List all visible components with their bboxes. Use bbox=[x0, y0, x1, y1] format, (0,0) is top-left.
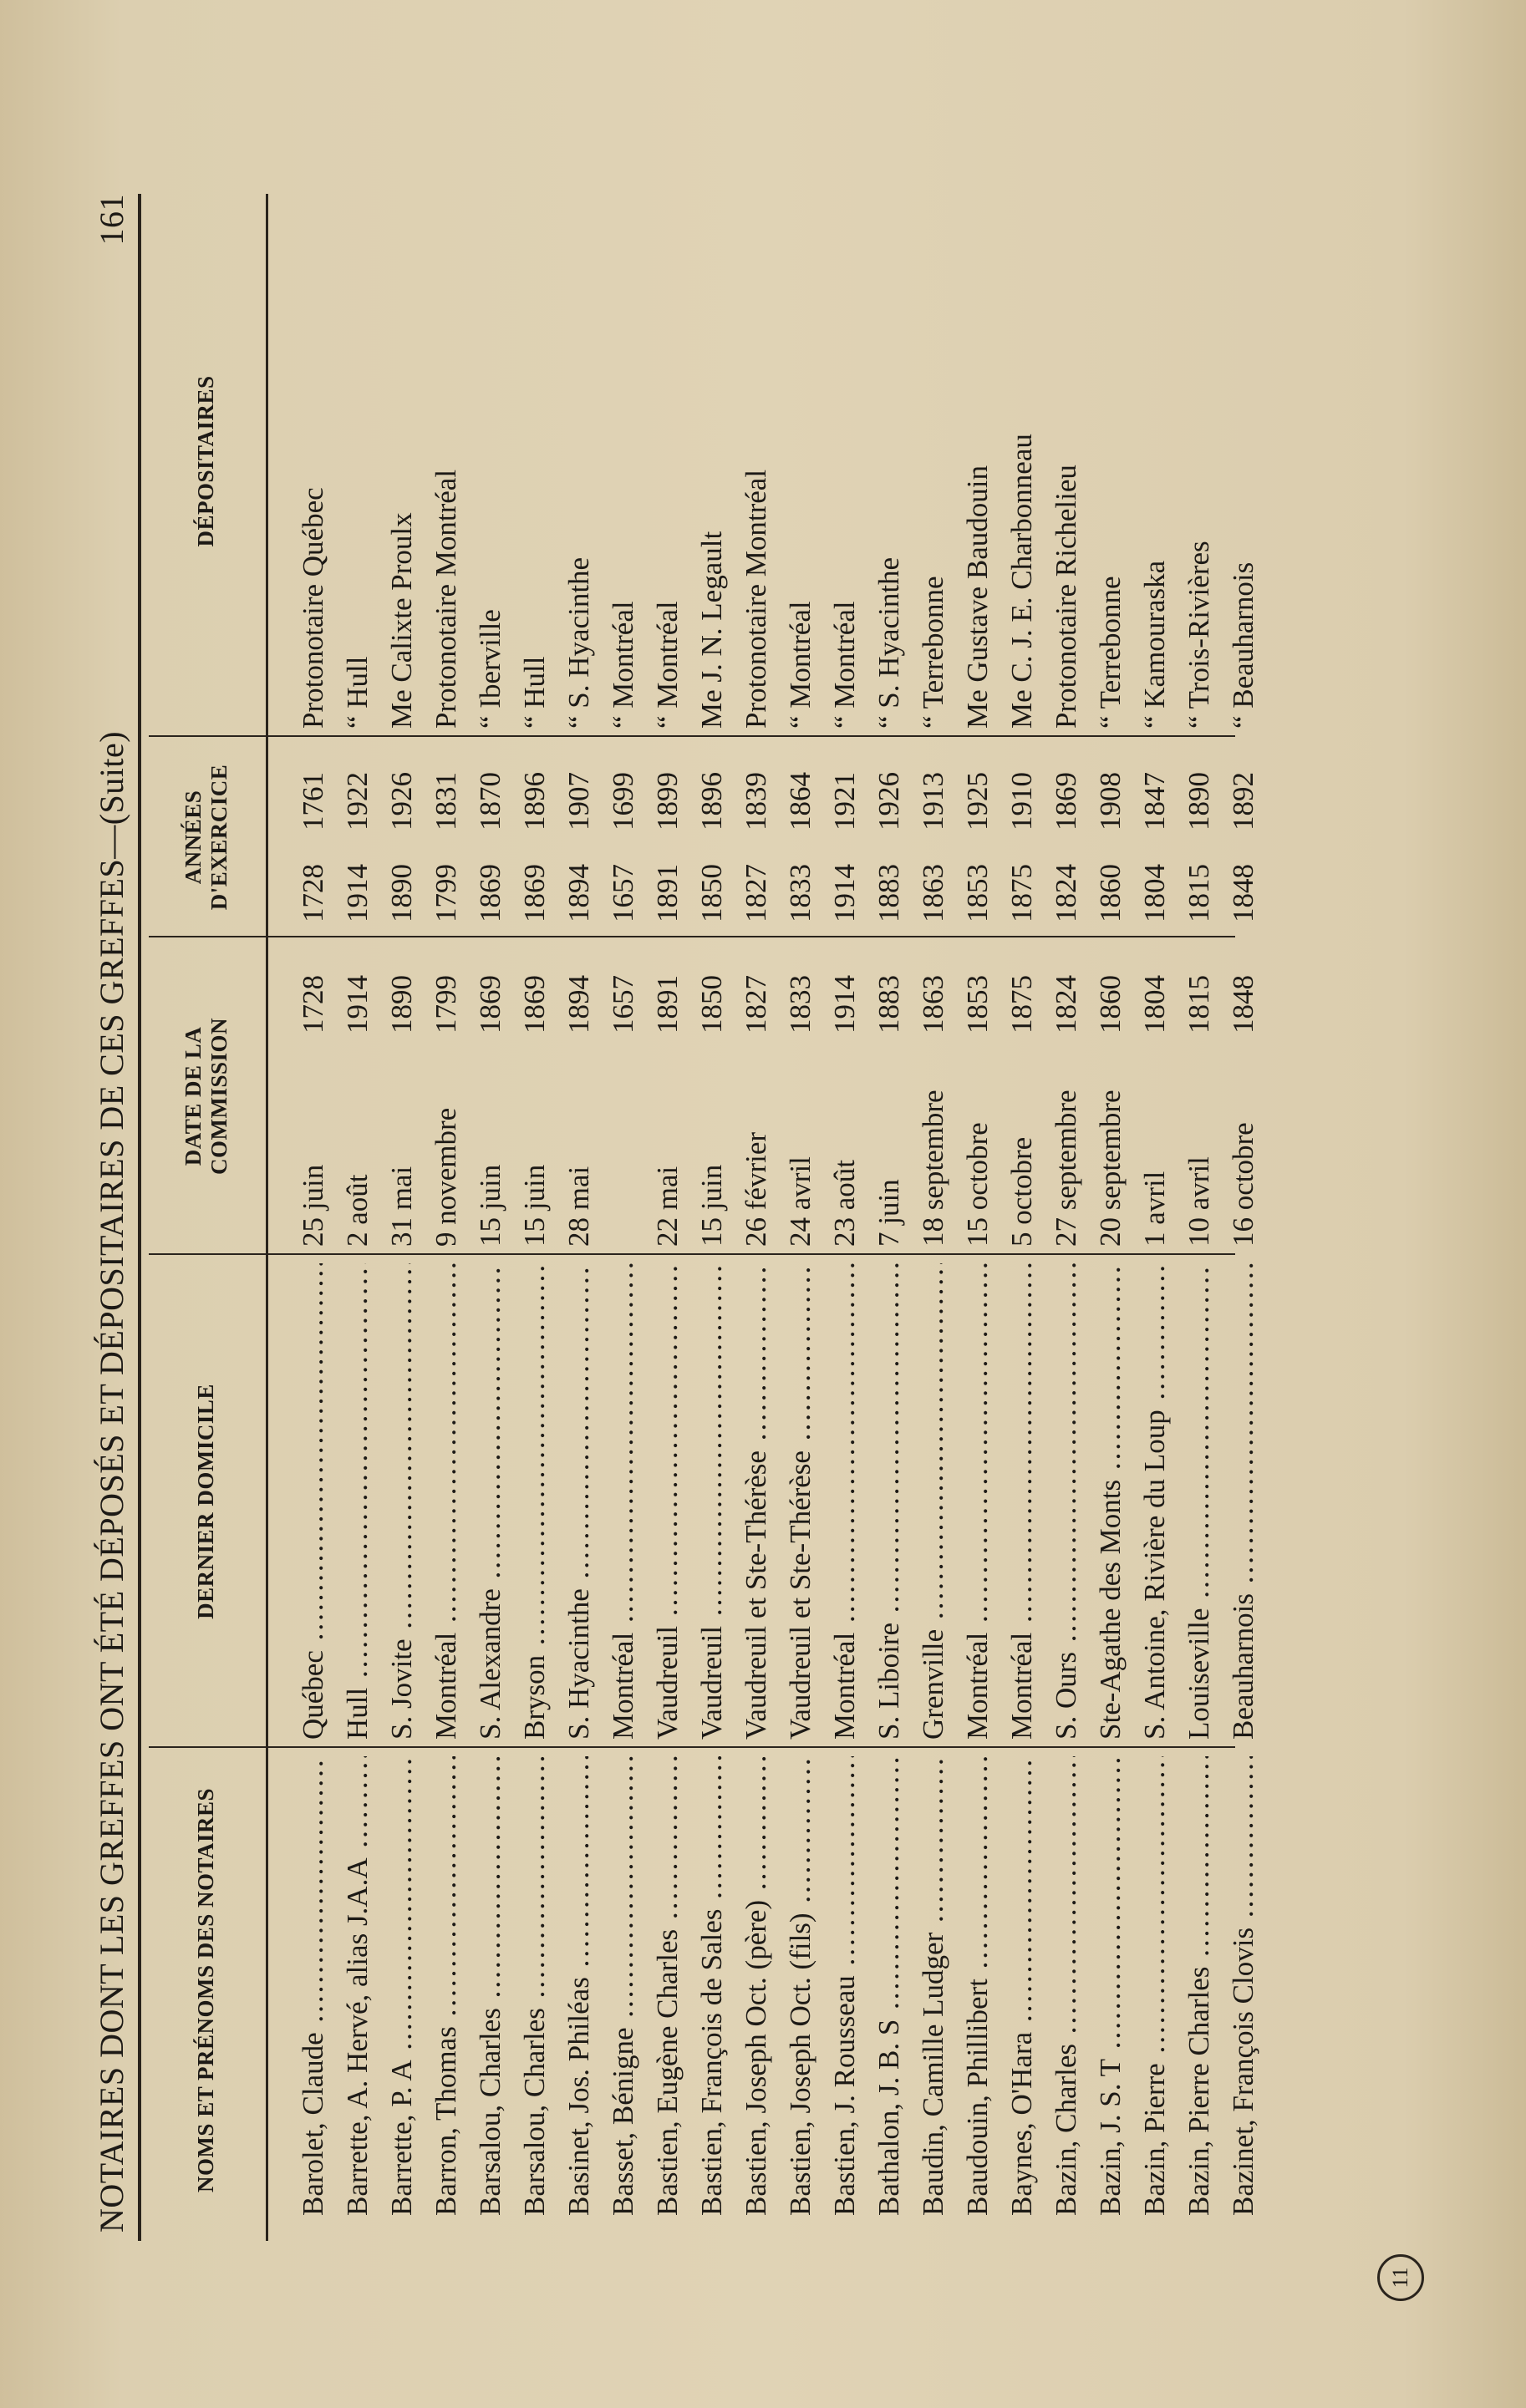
last-domicile: Montréal ..... bbox=[1000, 1263, 1044, 1740]
last-domicile: Québec ..... bbox=[291, 1263, 335, 1740]
commission-year: 1657 bbox=[607, 975, 639, 1034]
commission-day: 10 avril bbox=[1183, 1156, 1215, 1247]
exercise-start-year: 1891 bbox=[651, 864, 684, 922]
notary-name: Barron, Thomas ..... bbox=[424, 1756, 468, 2216]
commission-year: 1848 bbox=[1227, 975, 1259, 1034]
commission-day: 7 juin bbox=[872, 1179, 905, 1247]
depositary: “ Montréal bbox=[607, 601, 639, 729]
commission-year: 1891 bbox=[651, 975, 684, 1034]
depositary: “ Terrebonne bbox=[917, 576, 949, 729]
notary-name: Bathalon, J. B. S ..... bbox=[867, 1756, 911, 2216]
notary-name: Barsalou, Charles ..... bbox=[468, 1756, 512, 2216]
exercise-start-year: 1890 bbox=[385, 864, 418, 922]
table-row bbox=[1221, 194, 1265, 2241]
commission-year: 1863 bbox=[917, 975, 949, 1034]
exercise-end-year: 1847 bbox=[1138, 772, 1171, 831]
last-domicile: S. Hyacinthe ..... bbox=[557, 1263, 601, 1740]
commission-day: 15 juin bbox=[695, 1164, 728, 1247]
table-row bbox=[512, 194, 557, 2241]
commission-year: 1804 bbox=[1138, 975, 1171, 1034]
exercise-end-year: 1839 bbox=[740, 772, 772, 831]
commission-day: 15 juin bbox=[474, 1164, 506, 1247]
last-domicile: Vaudreuil ..... bbox=[689, 1263, 734, 1740]
notary-name: Baudouin, Phillibert ..... bbox=[955, 1756, 1000, 2216]
commission-day: 18 septembre bbox=[917, 1090, 949, 1247]
exercise-end-year: 1890 bbox=[1183, 772, 1215, 831]
commission-day: 23 août bbox=[828, 1159, 861, 1247]
exercise-start-year: 1833 bbox=[784, 864, 816, 922]
commission-year: 1875 bbox=[1005, 975, 1038, 1034]
exercise-end-year: 1699 bbox=[607, 772, 639, 831]
table-row bbox=[822, 194, 867, 2241]
table-row bbox=[645, 194, 689, 2241]
exercise-start-year: 1894 bbox=[562, 864, 595, 922]
commission-year: 1833 bbox=[784, 975, 816, 1034]
commission-day: 15 juin bbox=[518, 1164, 551, 1247]
table-row bbox=[689, 194, 734, 2241]
table-row bbox=[867, 194, 911, 2241]
last-domicile: Bryson ..... bbox=[512, 1263, 557, 1740]
table-row bbox=[1132, 194, 1177, 2241]
depositary: Me Gustave Baudouin bbox=[961, 465, 994, 729]
notary-name: Bastien, François de Sales ..... bbox=[689, 1756, 734, 2216]
commission-year: 1860 bbox=[1094, 975, 1127, 1034]
exercise-start-year: 1853 bbox=[961, 864, 994, 922]
notary-name: Bazin, Pierre Charles ..... bbox=[1177, 1756, 1221, 2216]
exercise-end-year: 1926 bbox=[385, 772, 418, 831]
table-row bbox=[1000, 194, 1044, 2241]
commission-year: 1883 bbox=[872, 975, 905, 1034]
commission-year: 1815 bbox=[1183, 975, 1215, 1034]
exercise-end-year: 1869 bbox=[1050, 772, 1082, 831]
last-domicile: Beauharnois ..... bbox=[1221, 1263, 1265, 1740]
last-domicile: S. Liboire ..... bbox=[867, 1263, 911, 1740]
last-domicile: Grenville ..... bbox=[911, 1263, 955, 1740]
notary-name: Barrette, A. Hervé, alias J.A.A ..... bbox=[335, 1756, 379, 2216]
commission-year: 1914 bbox=[341, 975, 374, 1034]
last-domicile: Vaudreuil ..... bbox=[645, 1263, 689, 1740]
table-row bbox=[424, 194, 468, 2241]
commission-day: 31 mai bbox=[385, 1166, 418, 1247]
exercise-end-year: 1870 bbox=[474, 772, 506, 831]
commission-day: 27 septembre bbox=[1050, 1090, 1082, 1247]
depositary: Protonotaire Richelieu bbox=[1050, 465, 1082, 729]
exercise-start-year: 1824 bbox=[1050, 864, 1082, 922]
depositary: “ Hull bbox=[518, 656, 551, 729]
table-row bbox=[291, 194, 335, 2241]
exercise-end-year: 1907 bbox=[562, 772, 595, 831]
last-domicile: Vaudreuil et Ste-Thérèse ..... bbox=[734, 1263, 778, 1740]
commission-day: 28 mai bbox=[562, 1166, 595, 1247]
last-domicile: Montréal ..... bbox=[822, 1263, 867, 1740]
exercise-end-year: 1908 bbox=[1094, 772, 1127, 831]
last-domicile: S. Jovite ..... bbox=[379, 1263, 424, 1740]
commission-day: 22 mai bbox=[651, 1166, 684, 1247]
notary-name: Bazin, J. S. T ..... bbox=[1088, 1756, 1132, 2216]
table-row bbox=[468, 194, 512, 2241]
commission-year: 1914 bbox=[828, 975, 861, 1034]
notary-name: Barrette, P. A ..... bbox=[379, 1756, 424, 2216]
table-row bbox=[1177, 194, 1221, 2241]
commission-day: 26 février bbox=[740, 1131, 772, 1247]
commission-year: 1890 bbox=[385, 975, 418, 1034]
commission-day: 1 avril bbox=[1138, 1171, 1171, 1247]
notary-name: Baudin, Camille Ludger ..... bbox=[911, 1756, 955, 2216]
table-row bbox=[335, 194, 379, 2241]
depositary: “ Montréal bbox=[784, 601, 816, 729]
commission-day: 25 juin bbox=[297, 1164, 329, 1247]
depositary: “ Beauharnois bbox=[1227, 561, 1259, 729]
depositary: “ Hull bbox=[341, 656, 374, 729]
exercise-start-year: 1804 bbox=[1138, 864, 1171, 922]
notary-name: Basinet, Jos. Philéas ..... bbox=[557, 1756, 601, 2216]
table-row bbox=[911, 194, 955, 2241]
depositary: “ S. Hyacinthe bbox=[872, 556, 905, 729]
exercise-start-year: 1869 bbox=[474, 864, 506, 922]
exercise-end-year: 1892 bbox=[1227, 772, 1259, 831]
commission-year: 1824 bbox=[1050, 975, 1082, 1034]
page-title: NOTAIRES DONT LES GREFFES ONT ÉTÉ DÉPOSÉS ET DÉPOSITAIRES DE CES GREFFES—(Suite) bbox=[93, 730, 130, 2233]
last-domicile: S. Alexandre ..... bbox=[468, 1263, 512, 1740]
commission-day: 5 octobre bbox=[1005, 1136, 1038, 1247]
header-domicile: DERNIER DOMICILE bbox=[193, 1384, 219, 1619]
table-row bbox=[379, 194, 424, 2241]
last-domicile: Ste-Agathe des Monts ..... bbox=[1088, 1263, 1132, 1740]
table-row bbox=[955, 194, 1000, 2241]
notary-name: Bastien, Joseph Oct. (fils) ..... bbox=[778, 1756, 822, 2216]
depositary: Protonotaire Québec bbox=[297, 487, 329, 729]
commission-day: 24 avril bbox=[784, 1156, 816, 1247]
notary-name: Bastien, Joseph Oct. (père) ..... bbox=[734, 1756, 778, 2216]
notary-name: Barsalou, Charles ..... bbox=[512, 1756, 557, 2216]
commission-year: 1728 bbox=[297, 975, 329, 1034]
exercise-start-year: 1914 bbox=[828, 864, 861, 922]
exercise-end-year: 1896 bbox=[695, 772, 728, 831]
exercise-start-year: 1657 bbox=[607, 864, 639, 922]
depositary: “ Montréal bbox=[651, 601, 684, 729]
notary-name: Bazinet, François Clovis ..... bbox=[1221, 1756, 1265, 2216]
depositary: “ Terrebonne bbox=[1094, 576, 1127, 729]
exercise-end-year: 1864 bbox=[784, 772, 816, 831]
table-row bbox=[778, 194, 822, 2241]
exercise-start-year: 1883 bbox=[872, 864, 905, 922]
header-name: NOMS ET PRÉNOMS DES NOTAIRES bbox=[193, 1787, 219, 2193]
folio-mark: 11 bbox=[1377, 2254, 1424, 2301]
exercise-start-year: 1799 bbox=[430, 864, 462, 922]
exercise-start-year: 1815 bbox=[1183, 864, 1215, 922]
exercise-start-year: 1848 bbox=[1227, 864, 1259, 922]
commission-day: 15 octobre bbox=[961, 1122, 994, 1247]
commission-year: 1850 bbox=[695, 975, 728, 1034]
page-header bbox=[92, 194, 131, 2233]
commission-year: 1869 bbox=[474, 975, 506, 1034]
table-row bbox=[1044, 194, 1088, 2241]
notary-name: Bastien, J. Rousseau ..... bbox=[822, 1756, 867, 2216]
notary-name: Bazin, Charles ..... bbox=[1044, 1756, 1088, 2216]
last-domicile: Hull ..... bbox=[335, 1263, 379, 1740]
commission-day: 20 septembre bbox=[1094, 1090, 1127, 1247]
commission-year: 1869 bbox=[518, 975, 551, 1034]
depositary: Me C. J. E. Charbonneau bbox=[1005, 434, 1038, 729]
commission-day: 9 novembre bbox=[430, 1107, 462, 1247]
exercise-start-year: 1728 bbox=[297, 864, 329, 922]
commission-day: 2 août bbox=[341, 1174, 374, 1247]
exercise-start-year: 1827 bbox=[740, 864, 772, 922]
exercise-end-year: 1925 bbox=[961, 772, 994, 831]
last-domicile: Louiseville ..... bbox=[1177, 1263, 1221, 1740]
exercise-start-year: 1914 bbox=[341, 864, 374, 922]
exercise-start-year: 1860 bbox=[1094, 864, 1127, 922]
depositary: Me Calixte Proulx bbox=[385, 512, 418, 729]
commission-year: 1853 bbox=[961, 975, 994, 1034]
last-domicile: Montréal ..... bbox=[955, 1263, 1000, 1740]
exercise-start-year: 1850 bbox=[695, 864, 728, 922]
header-commission: DATE DE LA COMMISSION bbox=[180, 1018, 231, 1176]
table-row bbox=[557, 194, 601, 2241]
depositary: “ Trois-Rivières bbox=[1183, 541, 1215, 729]
exercise-end-year: 1831 bbox=[430, 772, 462, 831]
commission-year: 1894 bbox=[562, 975, 595, 1034]
depositary: “ Kamouraska bbox=[1138, 560, 1171, 729]
exercise-start-year: 1869 bbox=[518, 864, 551, 922]
depositary: “ Iberville bbox=[474, 609, 506, 729]
depositary: Protonotaire Montréal bbox=[740, 469, 772, 729]
commission-year: 1827 bbox=[740, 975, 772, 1034]
exercise-start-year: 1863 bbox=[917, 864, 949, 922]
depositary: “ S. Hyacinthe bbox=[562, 556, 595, 729]
table-row bbox=[601, 194, 645, 2241]
last-domicile: Montréal ..... bbox=[601, 1263, 645, 1740]
notary-name: Basset, Bénigne ..... bbox=[601, 1756, 645, 2216]
notary-name: Barolet, Claude ..... bbox=[291, 1756, 335, 2216]
last-domicile: Montréal ..... bbox=[424, 1263, 468, 1740]
commission-day: 16 octobre bbox=[1227, 1122, 1259, 1247]
top-rule bbox=[138, 194, 141, 2241]
exercise-end-year: 1922 bbox=[341, 772, 374, 831]
table-row bbox=[734, 194, 778, 2241]
exercise-end-year: 1896 bbox=[518, 772, 551, 831]
last-domicile: Vaudreuil et Ste-Thérèse ..... bbox=[778, 1263, 822, 1740]
notary-name: Baynes, O'Hara ..... bbox=[1000, 1756, 1044, 2216]
exercise-start-year: 1875 bbox=[1005, 864, 1038, 922]
exercise-end-year: 1913 bbox=[917, 772, 949, 831]
header-years: ANNÉES D'EXERCICE bbox=[180, 764, 231, 911]
exercise-end-year: 1921 bbox=[828, 772, 861, 831]
table-row bbox=[1088, 194, 1132, 2241]
depositary: Protonotaire Montréal bbox=[430, 469, 462, 729]
last-domicile: S. Ours ..... bbox=[1044, 1263, 1088, 1740]
commission-year: 1799 bbox=[430, 975, 462, 1034]
depositary: Me J. N. Legault bbox=[695, 531, 728, 729]
page-number: 161 bbox=[93, 194, 130, 246]
exercise-end-year: 1761 bbox=[297, 772, 329, 831]
exercise-end-year: 1926 bbox=[872, 772, 905, 831]
depositary: “ Montréal bbox=[828, 601, 861, 729]
header-depositary: DÉPOSITAIRES bbox=[193, 375, 219, 547]
exercise-end-year: 1899 bbox=[651, 772, 684, 831]
exercise-end-year: 1910 bbox=[1005, 772, 1038, 831]
notary-name: Bastien, Eugène Charles ..... bbox=[645, 1756, 689, 2216]
header-rule bbox=[266, 194, 268, 2241]
last-domicile: S. Antoine, Rivière du Loup ..... bbox=[1132, 1263, 1177, 1740]
notary-table bbox=[291, 194, 1265, 2241]
notary-name: Bazin, Pierre ..... bbox=[1132, 1756, 1177, 2216]
